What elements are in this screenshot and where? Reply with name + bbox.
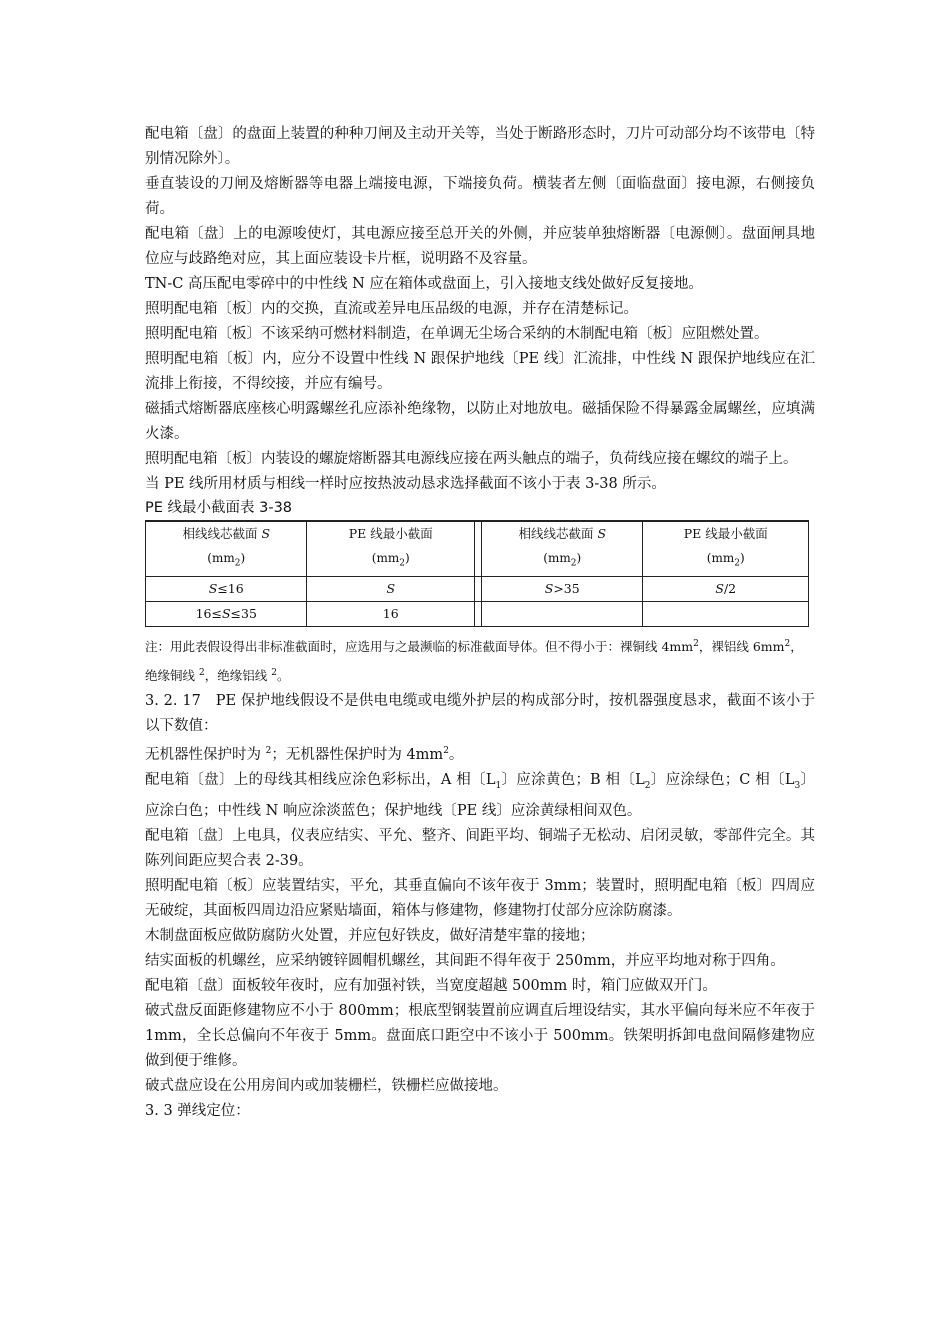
table-cell: 16≤S≤35	[146, 601, 307, 626]
paragraph: 磁插式熔断器底座核心明露螺丝孔应添补绝缘物，以防止对地放电。磁插保险不得暴露金属螺丝，应填满火漆。	[145, 401, 815, 442]
paragraph: 配电箱〔盘〕上电具，仪表应结实、平允、整齐、间距平均、铜端子无松动、启闭灵敏，零部件完全。其陈列间距应契合表 2-39。	[145, 827, 815, 869]
paragraph: 照明配电箱〔板〕不该采纳可燃材料制造，在单调无尘场合采纳的木制配电箱〔板〕应阻燃处置。	[145, 326, 769, 342]
paragraph: 无机器性保护时为 $^2$；无机器性保护时为 $4mm^2$。	[145, 745, 464, 763]
table-cell	[482, 601, 643, 626]
table-row	[146, 601, 809, 626]
table-header-row	[146, 521, 809, 576]
pe-min-section-table	[145, 520, 809, 627]
paragraph: 配电箱〔盘〕面板较年夜时，应有加强衬铁，当宽度超越 500mm 时，箱门应做双开门。	[145, 977, 717, 994]
column-gap	[474, 576, 481, 601]
paragraph: 照明配电箱〔板〕内的交换，直流或差异电压品级的电源，并存在清楚标记。	[145, 301, 638, 317]
paragraph: 配电箱〔盘〕上的母线其相线应涂色彩标出，A 相〔$L_1$〕应涂黄色；B 相〔$L_2$〕应涂绿色；C 相〔$L_3$〕应涂白色；中性线 N 响应涂淡蓝色；保护地线〔PE 线〕应涂黄绿相间双色。	[145, 771, 815, 819]
header-cell: 相线线芯截面 S $(mm_2)$	[146, 521, 307, 576]
paragraph: 配电箱〔盘〕上的电源唆使灯，其电源应接至总开关的外侧，并应装单独熔断器〔电源侧〕。盘面闸具地位应与歧路绝对应，其上面应装设卡片框，说明路不及容量。	[145, 226, 815, 267]
paragraph: 木制盘面板应做防腐防火处置，并应包好铁皮，做好清楚牢靠的接地；	[145, 927, 595, 944]
header-cell: 相线线芯截面 S $(mm_2)$	[482, 521, 643, 576]
table-note: 注：用此表假设得出非标准截面时，应选用与之最濒临的标准截面导体。但不得小于：裸铜线 $4mm^2$，裸铝线 $6mm^2$，绝缘铜线 $^2$，绝缘铝线 $^2$。	[145, 638, 803, 683]
table-cell: S>35	[482, 576, 643, 601]
paragraph: 破式盘反面距修建物应不小于 800mm；根底型钢装置前应调直后埋设结实，其水平偏向每米应不年夜于 1mm，全长总偏向不年夜于 5mm。盘面底口距空中不该小于 500mm。铁架明拆卸电盘间隔修建物应做到便于维修。	[145, 1002, 815, 1069]
table-cell: S	[307, 576, 475, 601]
paragraph: 照明配电箱〔板〕应装置结实，平允，其垂直偏向不该年夜于 3mm；装置时，照明配电箱〔板〕四周应无破绽，其面板四周边沿应紧贴墙面，箱体与修建物，修建物打仗部分应涂防腐漆。	[145, 877, 815, 919]
section-heading: 3. 3 弹线定位：	[145, 1102, 250, 1119]
paragraph: 照明配电箱〔板〕内装设的螺旋熔断器其电源线应接在两头触点的端子，负荷线应接在螺纹的端子上。	[145, 451, 798, 467]
table-caption: PE 线最小截面表 3-38	[145, 500, 293, 516]
paragraph: 照明配电箱〔板〕内，应分不设置中性线 N 跟保护地线〔PE 线〕汇流排，中性线 N 跟保护地线应在汇流排上衔接，不得绞接，并应有编号。	[145, 351, 815, 392]
paragraph: TN-C 高压配电零碎中的中性线 N 应在箱体或盘面上，引入接地支线处做好反复接地。	[145, 276, 703, 292]
table-cell: 16	[307, 601, 475, 626]
paragraph: 配电箱〔盘〕的盘面上装置的种种刀闸及主动开关等，当处于断路形态时，刀片可动部分均不该带电〔特别情况除外〕。	[145, 126, 815, 167]
table-cell	[643, 601, 809, 626]
column-gap	[474, 601, 481, 626]
document-body	[145, 122, 815, 1124]
paragraph: 结实面板的机螺丝，应采纳镀锌圆帽机螺丝，其间距不得年夜于 250mm，并应平均地对称于四角。	[145, 952, 785, 969]
paragraph: 破式盘应设在公用房间内或加装栅栏，铁栅栏应做接地。	[145, 1077, 508, 1094]
header-cell: PE 线最小截面 $(mm_2)$	[643, 521, 809, 576]
paragraph: 垂直装设的刀闸及熔断器等电器上端接电源，下端接负荷。横装者左侧〔面临盘面〕接电源，右侧接负荷。	[145, 176, 815, 217]
clause-3-2-17: 3. 2. 17 PE 保护地线假设不是供电电缆或电缆外护层的构成部分时，按机器强度恳求，截面不该小于以下数值：	[145, 692, 815, 734]
table-cell: S/2	[643, 576, 809, 601]
table-row	[146, 576, 809, 601]
column-gap	[474, 521, 481, 576]
header-cell: PE 线最小截面 $(mm_2)$	[307, 521, 475, 576]
paragraph: 当 PE 线所用材质与相线一样时应按热波动恳求选择截面不该小于表 3-38 所示。	[145, 476, 666, 492]
table-cell: S≤16	[146, 576, 307, 601]
